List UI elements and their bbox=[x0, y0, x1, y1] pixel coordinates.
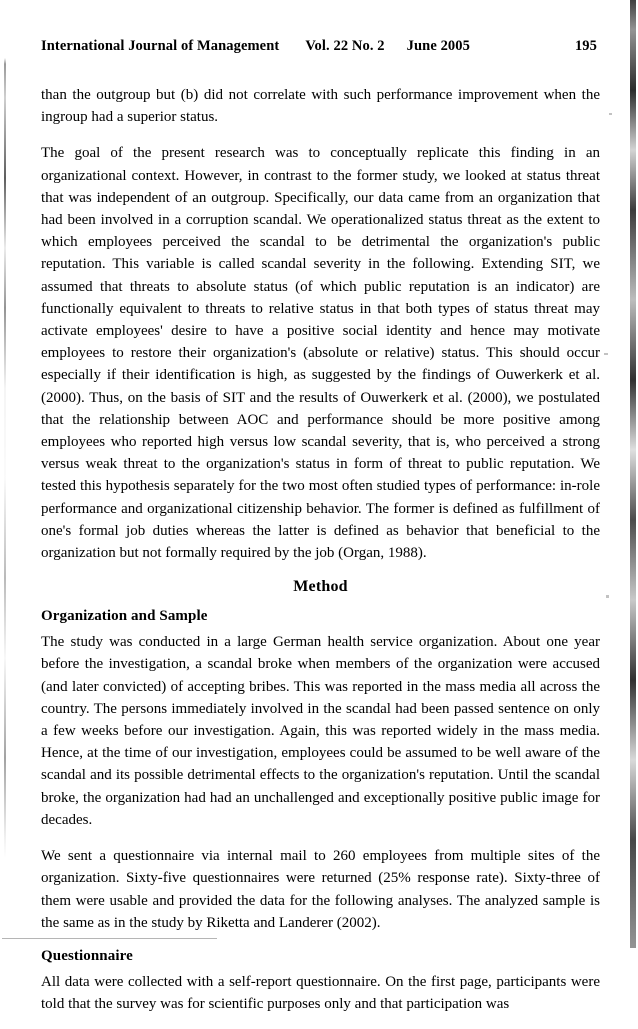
subheading-organization-and-sample: Organization and Sample bbox=[41, 608, 208, 625]
header-issue-date: June 2005 bbox=[406, 38, 470, 54]
scan-artifact-right-edge bbox=[630, 0, 636, 948]
scan-artifact-speck bbox=[609, 113, 612, 115]
paragraph-sample-response: We sent a questionnaire via internal mail to 260 employees from multiple sites of the organization. Sixty-five questionnaires were returned (25% response rate). Sixty-three of them were usable and provided the data for the following analyses. The analyzed sample is the same as in the study by Riketta and Landerer (2002). bbox=[41, 848, 600, 931]
scan-artifact-speck bbox=[604, 353, 608, 355]
header-volume-issue: Vol. 22 No. 2 bbox=[305, 38, 385, 54]
subheading-questionnaire: Questionnaire bbox=[41, 947, 133, 964]
scan-artifact-speck bbox=[606, 595, 609, 598]
paragraph-goal-of-research: The goal of the present research was to conceptually replicate this finding in an organizational context. However, in contrast to the former study, we looked at status threat that was independent of an outgroup. Specifically, our data came from an organization that had been involved in a corruption scandal. We operationalized status threat as the extent to which employees perceived the scandal to be detrimental the organization's public reputation. This variable is called scandal severity in the following. Extending SIT, we assumed that threats to absolute status (of which public reputation is an indicator) are functionally equivalent to threats to relative status in that both types of status threat may activate employees' desire to have a positive social identity and hence may motivate employees to restore their organization's (absolute or relative) status. This should occur especially if their identification is high, as suggested by the findings of Ouwerkerk et al. (2000). Thus, on the basis of SIT and the results of Ouwerkerk et al. (2000), we postulated that the relationship between AOC and performance should be more positive among employees who reported high versus low scandal severity, that is, who perceived a strong versus weak threat to the organization's status in form of threat to public reputation. We tested this hypothesis separately for the two most often studied types of performance: in-role performance and organizational citizenship behavior. The former is defined as fulfillment of one's formal job duties whereas the latter is defined as behavior that beneficial to the organization but not formally required by the job (Organ, 1988). bbox=[41, 145, 600, 562]
running-header bbox=[41, 38, 597, 55]
section-heading-method: Method bbox=[293, 578, 348, 596]
paragraph-questionnaire-intro: All data were collected with a self-report questionnaire. On the first page, participants were told that the survey was for scientific purposes only and that participation was bbox=[41, 973, 600, 1013]
body-text-column bbox=[41, 84, 600, 1029]
paragraph-continuation: than the outgroup but (b) did not correlate with such performance improvement when the ingroup had a superior status. bbox=[41, 87, 600, 126]
header-journal-title: International Journal of Management bbox=[41, 38, 280, 54]
scan-artifact-left-edge bbox=[4, 58, 6, 858]
paragraph-org-description: The study was conducted in a large German health service organization. About one year before the investigation, a scandal broke when members of the organization were accused (and later convicted) of accepting bribes. This was reported in the mass media all across the country. The persons immediately involved in the scandal had been passed sentence on only a few weeks before our investigation. Again, this was reported widely in the mass media. Hence, at the time of our investigation, employees could be assumed to be well aware of the scandal and its possible detrimental effects to the organization's reputation. Until the scandal broke, the organization had had an unchallenged and exceptionally positive public image for decades. bbox=[41, 634, 600, 828]
header-page-number: 195 bbox=[574, 38, 597, 54]
